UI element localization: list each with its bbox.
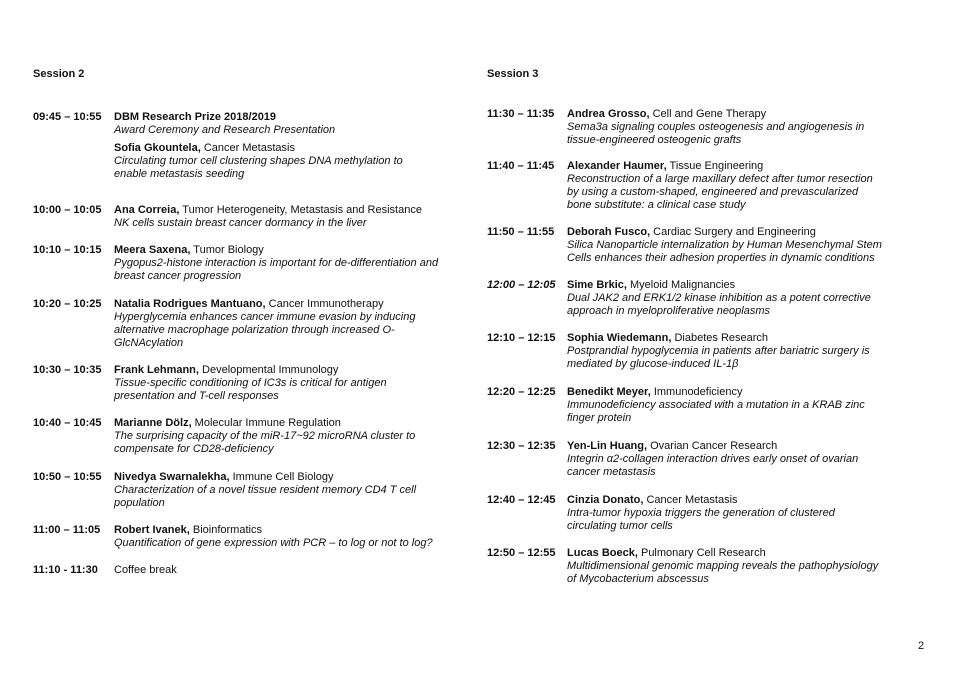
speaker-field: Cancer Metastasis (200, 142, 295, 154)
talk-title-line: bone substitute: a clinical case study (567, 199, 746, 211)
speaker-name: Lucas Boeck, (567, 547, 638, 559)
talk-title-line: enable metastasis seeding (114, 168, 245, 180)
entry-content (114, 524, 459, 550)
speaker-line (567, 160, 763, 172)
speaker-line (114, 524, 262, 536)
speaker-line (567, 547, 766, 559)
talk-title-line: population (114, 497, 165, 509)
entry-time: 11:50 – 11:55 (487, 226, 555, 238)
speaker-field: Molecular Immune Regulation (191, 417, 341, 429)
talk-title-line: Dual JAK2 and ERK1/2 kinase inhibition as a potent corrective (567, 292, 871, 304)
speaker-line (114, 364, 338, 376)
talk-title-line: Quantification of gene expression with PCR – to log or not to log? (114, 537, 433, 549)
talk-title-line: Integrin α2-collagen interaction drives early onset of ovarian (567, 453, 859, 465)
entry-content (114, 364, 459, 403)
speaker-line (114, 471, 334, 483)
talk-title-line: mediated by glucose-induced IL-1β (567, 358, 739, 370)
talk-title-line: cancer metastasis (567, 466, 656, 478)
entry-time: 12:20 – 12:25 (487, 386, 556, 398)
talk-title-line: Silica Nanoparticle internalization by Human Mesenchymal Stem (567, 239, 882, 251)
entry-time: 12:10 – 12:15 (487, 332, 556, 344)
entry-time: 12:30 – 12:35 (487, 440, 556, 452)
entry-content (114, 417, 459, 456)
speaker-line (567, 332, 768, 344)
speaker-field: Developmental Immunology (198, 364, 339, 376)
entry-content (567, 440, 927, 479)
speaker-field: Ovarian Cancer Research (647, 440, 778, 452)
entry-time: 10:40 – 10:45 (33, 417, 102, 429)
entry-content (114, 564, 459, 577)
entry-content (114, 298, 459, 350)
speaker-field: Tumor Biology (190, 244, 264, 256)
speaker-name: Cinzia Donato, (567, 494, 644, 506)
entry-time: 10:50 – 10:55 (33, 471, 102, 483)
talk-title-line: Multidimensional genomic mapping reveals the pathophysiology (567, 560, 879, 572)
talk-title-line: alternative macrophage polarization through increased O- (114, 324, 395, 336)
entry-content (114, 204, 459, 230)
speaker-field: Pulmonary Cell Research (637, 547, 766, 559)
speaker-field: Cardiac Surgery and Engineering (650, 226, 816, 238)
talk-title-line: NK cells sustain breast cancer dormancy in the liver (114, 217, 367, 229)
talk-title-line: by using a custom-shaped, engineered and prevascularized (567, 186, 859, 198)
talk-title-line: GlcNAcylation (114, 337, 184, 349)
talk-title-line: Pygopus2-histone interaction is important for de-differentiation and (114, 257, 439, 269)
prize-speaker-line (114, 142, 459, 155)
talk-title-line: Circulating tumor cell clustering shapes DNA methylation to (114, 155, 403, 167)
speaker-field: Cancer Metastasis (643, 494, 738, 506)
speaker-name: Robert Ivanek, (114, 524, 190, 536)
speaker-line (114, 298, 384, 310)
entry-time: 11:40 – 11:45 (487, 160, 555, 172)
entry-time: 10:30 – 10:35 (33, 364, 102, 376)
talk-title-line: Reconstruction of a large maxillary defect after tumor resection (567, 173, 873, 185)
talk-title-line: Postprandial hypoglycemia in patients after bariatric surgery is (567, 345, 870, 357)
speaker-field: Tumor Heterogeneity, Metastasis and Resistance (179, 204, 422, 216)
speaker-field: Cancer Immunotherapy (265, 298, 384, 310)
prize-heading: DBM Research Prize 2018/2019 (114, 111, 277, 123)
speaker-name: Nivedya Swarnalekha, (114, 471, 230, 483)
entry-content (567, 494, 927, 533)
entry-time: 10:10 – 10:15 (33, 244, 102, 256)
speaker-field: Diabetes Research (671, 332, 769, 344)
talk-title-line: Characterization of a novel tissue resident memory CD4 T cell (114, 484, 417, 496)
entry-content (567, 160, 927, 212)
speaker-name: Benedikt Meyer, (567, 386, 651, 398)
speaker-name: Meera Saxena, (114, 244, 191, 256)
entry-time: 12:40 – 12:45 (487, 494, 556, 506)
speaker-name: Deborah Fusco, (567, 226, 651, 238)
talk-title-line: Immunodeficiency associated with a mutation in a KRAB zinc (567, 399, 865, 411)
speaker-name: Frank Lehmann, (114, 364, 199, 376)
speaker-name: Marianne Dölz, (114, 417, 192, 429)
talk-title-line: Intra-tumor hypoxia triggers the generation of clustered (567, 507, 835, 519)
entry-time: 10:20 – 10:25 (33, 298, 102, 310)
talk-title-line: of Mycobacterium abscessus (567, 573, 709, 585)
speaker-line (114, 417, 341, 429)
speaker-field: Immunodeficiency (650, 386, 743, 398)
speaker-line (567, 494, 738, 506)
talk-title-line: The surprising capacity of the miR-17~92 microRNA cluster to (114, 430, 416, 442)
session-2-title: Session 2 (33, 68, 85, 80)
speaker-name: Sofia Gkountela, (114, 142, 201, 154)
entry-time: 11:00 – 11:05 (33, 524, 101, 536)
entry-content (567, 332, 927, 371)
speaker-name: Natalia Rodrigues Mantuano, (114, 298, 266, 310)
talk-title-line: circulating tumor cells (567, 520, 673, 532)
speaker-line (567, 279, 735, 291)
speaker-field: Myeloid Malignancies (626, 279, 736, 291)
entry-content (567, 226, 927, 265)
entry-content (114, 244, 459, 283)
entry-time: 11:10 - 11:30 (33, 564, 98, 576)
speaker-name: Sime Brkic, (567, 279, 627, 291)
talk-title-line: Cells enhances their adhesion properties in dynamic conditions (567, 252, 875, 264)
page-number: 2 (918, 640, 925, 652)
talk-title-line: approach in myeloproliferative neoplasms (567, 305, 770, 317)
speaker-name: Ana Correia, (114, 204, 180, 216)
entry-time: 12:50 – 12:55 (487, 547, 556, 559)
speaker-line (114, 204, 422, 216)
talk-title-line: Tissue-specific conditioning of IC3s is critical for antigen (114, 377, 387, 389)
entry-time: 12:00 – 12:05 (487, 279, 556, 291)
speaker-line (567, 440, 777, 452)
talk-title-line: finger protein (567, 412, 632, 424)
prize-subheading: Award Ceremony and Research Presentation (114, 124, 336, 136)
entry-content (567, 279, 927, 318)
talk-title-line: breast cancer progression (114, 270, 242, 282)
talk-title-line: Hyperglycemia enhances cancer immune evasion by inducing (114, 311, 416, 323)
talk-title-line: compensate for CD28-deficiency (114, 443, 274, 455)
speaker-field: Immune Cell Biology (229, 471, 334, 483)
speaker-line (567, 386, 742, 398)
talk-title-line: Sema3a signaling couples osteogenesis and angiogenesis in (567, 121, 865, 133)
entry-content (114, 471, 459, 510)
entry-time: 10:00 – 10:05 (33, 204, 102, 216)
entry-content (567, 108, 927, 147)
speaker-name: Yen-Lin Huang, (567, 440, 648, 452)
entry-content (567, 386, 927, 425)
entry-time: 09:45 – 10:55 (33, 111, 102, 123)
speaker-line (567, 108, 766, 120)
talk-title-line: tissue-engineered osteogenic grafts (567, 134, 742, 146)
entry-content (114, 111, 459, 181)
speaker-line (114, 244, 264, 256)
speaker-field: Cell and Gene Therapy (649, 108, 767, 120)
break-label: Coffee break (114, 564, 177, 576)
entry-time: 11:30 – 11:35 (487, 108, 555, 120)
speaker-field: Tissue Engineering (666, 160, 764, 172)
speaker-field: Bioinformatics (189, 524, 262, 536)
speaker-line (567, 226, 816, 238)
speaker-name: Alexander Haumer, (567, 160, 667, 172)
speaker-name: Sophia Wiedemann, (567, 332, 672, 344)
speaker-name: Andrea Grosso, (567, 108, 650, 120)
session-3-title: Session 3 (487, 68, 539, 80)
entry-content (567, 547, 927, 586)
talk-title-line: presentation and T-cell responses (114, 390, 279, 402)
